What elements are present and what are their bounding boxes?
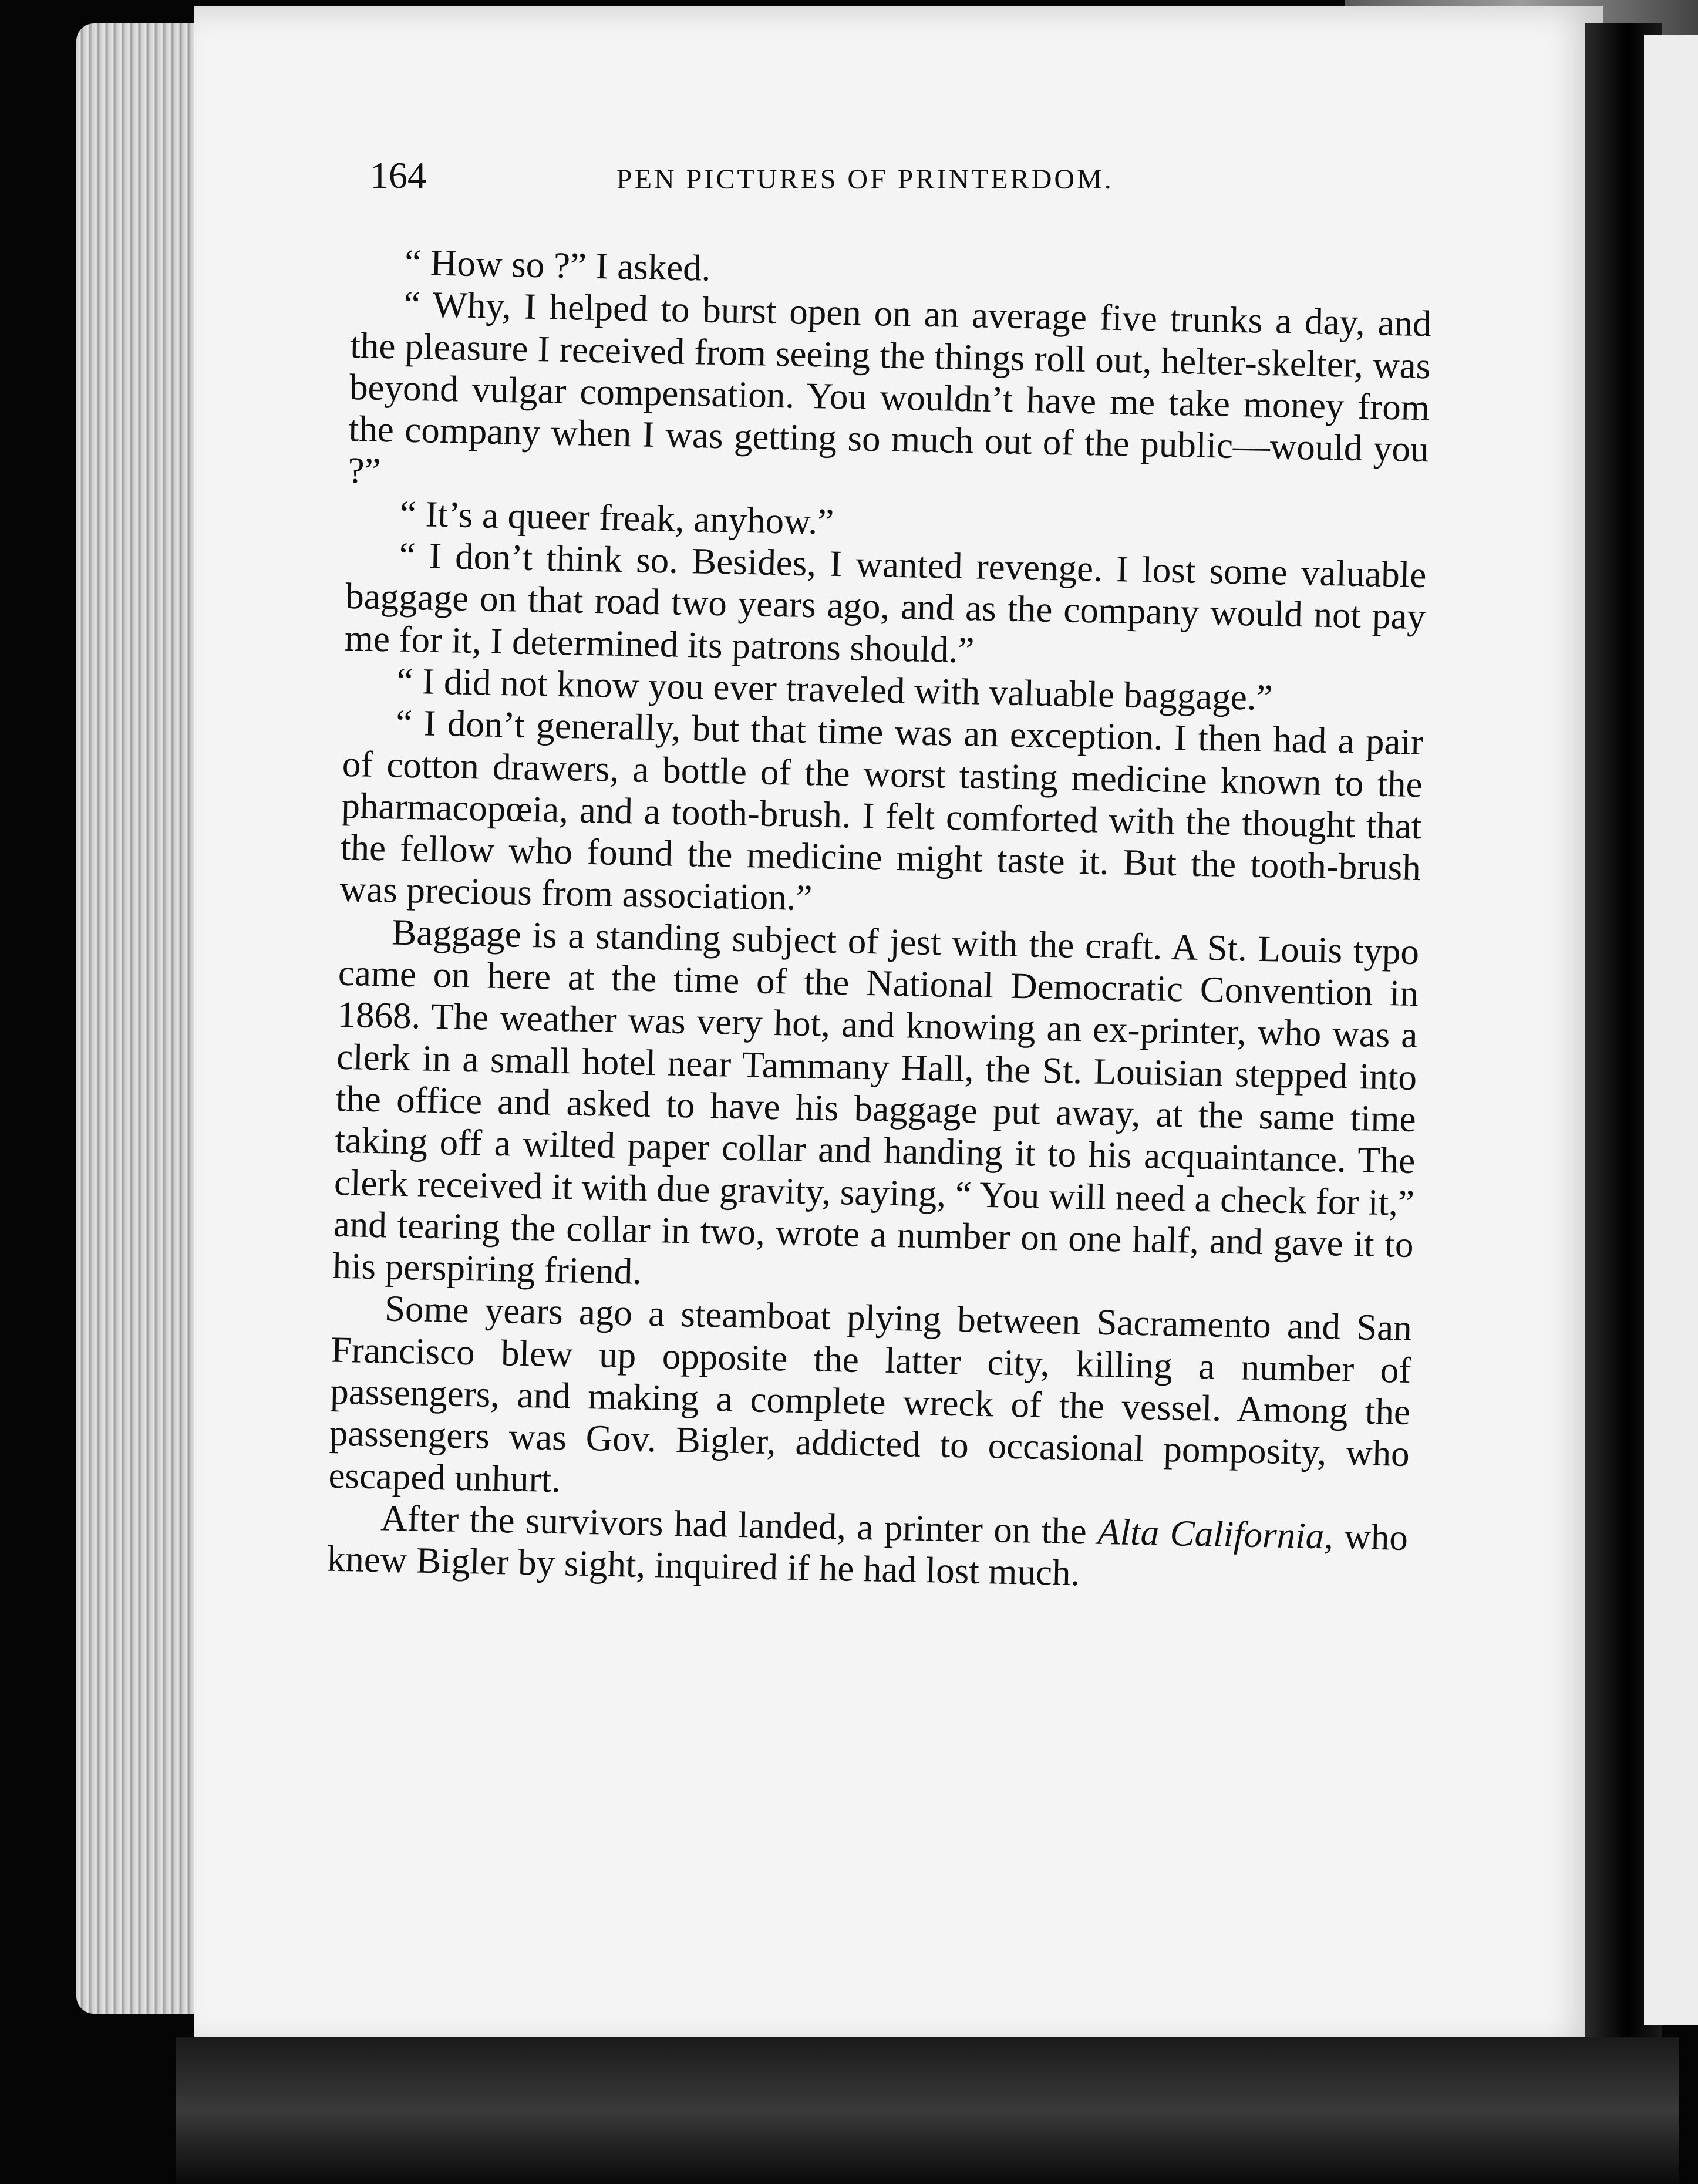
paragraph: “ I don’t think so. Besides, I wanted revenge. I lost some valuable baggage on that road two years ago, and as the company would not pay me for it, I determined its patrons should.”	[344, 534, 1427, 671]
paragraph: Baggage is a standing subject of jest with the craft. A St. Louis typo came on here at the time of the National Democratic Convention in 1868. The weather was very hot, and knowing an ex-printer, who was a clerk in a small hotel near Tammany Hall, the St. Louisian stepped into the office and asked to have his baggage put away, at the same time taking off a wilted paper collar and handing it to his acquaintance. The clerk received it with due gravity, saying, “ You will need a check for it,” and tearing the collar in two, wrote a number on one half, and gave it to his perspiring friend.	[332, 911, 1420, 1292]
body-text	[326, 241, 1432, 1600]
paragraph: “ How so ?” I asked.	[404, 241, 712, 289]
paragraph: Some years ago a steamboat plying between Sacramento and San Francisco blew up opposite the latter city, killing a number of passengers, and making a complete wreck of the vessel. Among the passengers was Gov. Bigler, addicted to occasional pomposity, who escaped unhurt.	[328, 1288, 1413, 1500]
running-head: PEN PICTURES OF PRINTERDOM.	[616, 164, 1114, 195]
facing-page-edge	[1644, 35, 1698, 2025]
paragraph-text: After the survivors had landed, a printer on the	[380, 1497, 1098, 1552]
newspaper-title: Alta California,	[1097, 1511, 1334, 1557]
book-bottom-edge	[176, 2037, 1679, 2184]
paragraph: “ I don’t generally, but that time was an exception. I then had a pair of cotton drawers, a bottle of the worst tasting medicine known to the pharmacopœia, and a tooth-brush. I felt comforted with the thought that the fellow who found the medicine might taste it. But the tooth-brush was precious from association.”	[339, 702, 1424, 919]
page-number: 164	[370, 154, 426, 196]
paragraph-text: who knew Bigler by sight, inquired if he had lost much.	[326, 1515, 1409, 1594]
paragraph: “ It’s a queer freak, anyhow.”	[399, 493, 834, 542]
page-header	[370, 154, 1215, 207]
paragraph: “ Why, I helped to burst open on an average five trunks a day, and the pleasure I received from seeing the things roll out, helter-skelter, was beyond vulgar compensation. You wouldn’t have me take money from the company when I was getting so much out of the public—would you ?”	[347, 284, 1432, 492]
paragraph: “ I did not know you ever traveled with valuable baggage.”	[396, 660, 1274, 719]
